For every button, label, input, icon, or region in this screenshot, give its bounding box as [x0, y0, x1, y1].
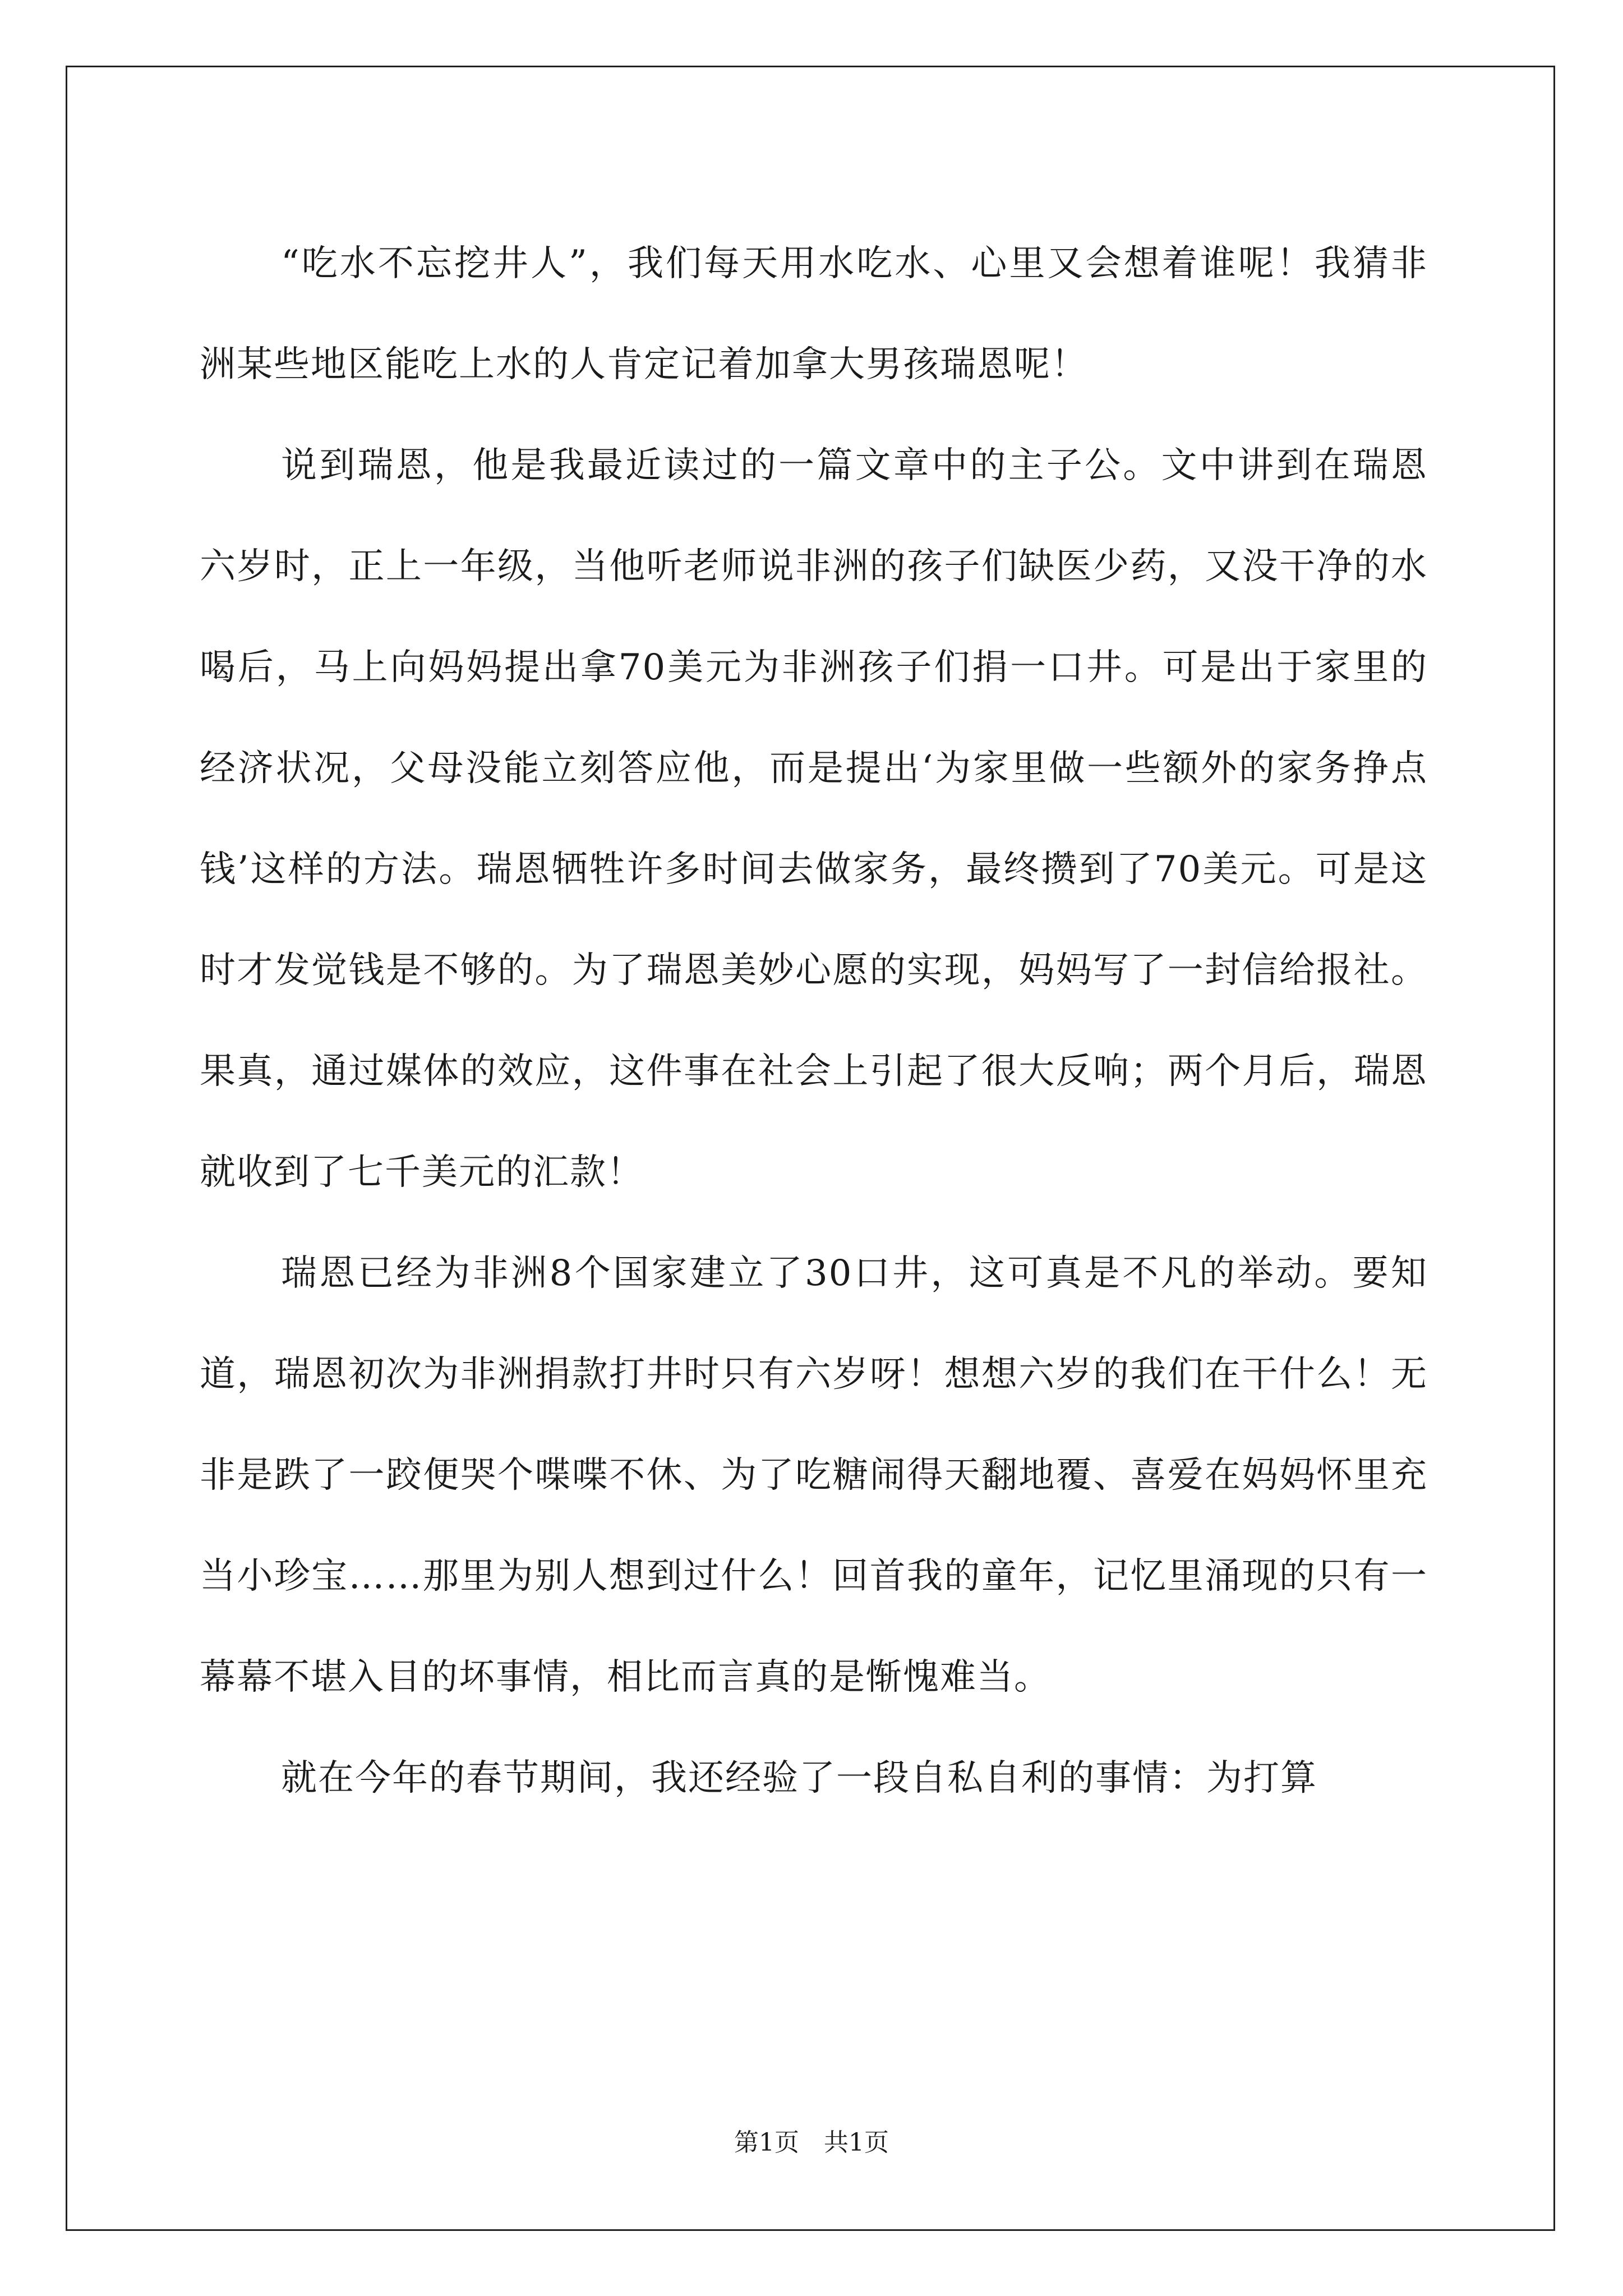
paragraph-3: 瑞恩已经为非洲8个国家建立了30口井，这可真是不凡的举动。要知道，瑞恩初次为非洲捐款打井时只有六岁呀！想想六岁的我们在干什么！无非是跌了一跤便哭个喋喋不休、为了吃糖闹得天翻地覆、喜爱在妈妈怀里充当小珍宝……那里为别人想到过什么！回首我的童年，记忆里涌现的只有一幕幕不堪入目的坏事情，相比而言真的是惭愧难当。 — [200, 1253, 1428, 1698]
paragraph-4: 就在今年的春节期间，我还经验了一段自私自利的事情：为打算 — [281, 1757, 1317, 1799]
paragraph-2: 说到瑞恩，他是我最近读过的一篇文章中的主子公。文中讲到在瑞恩六岁时，正上一年级，当他听老师说非洲的孩子们缺医少药，又没干净的水喝后，马上向妈妈提出拿70美元为非洲孩子们捐一口井。可是出于家里的经济状况，父母没能立刻答应他，而是提出‘为家里做一些额外的家务挣点钱’这样的方法。瑞恩牺牲许多时间去做家务，最终攒到了70美元。可是这时才发觉钱是不够的。为了瑞恩美妙心愿的实现，妈妈写了一封信给报社。果真，通过媒体的效应，这件事在社会上引起了很大反响；两个月后，瑞恩就收到了七千美元的汇款！ — [200, 445, 1428, 1193]
page-footer: 第1页 共1页 — [734, 2128, 889, 2157]
paragraph-1: “吃水不忘挖井人”，我们每天用水吃水、心里又会想着谁呢！我猜非洲某些地区能吃上水的人肯定记着加拿大男孩瑞恩呢！ — [200, 243, 1428, 385]
document-body — [200, 213, 1428, 1829]
